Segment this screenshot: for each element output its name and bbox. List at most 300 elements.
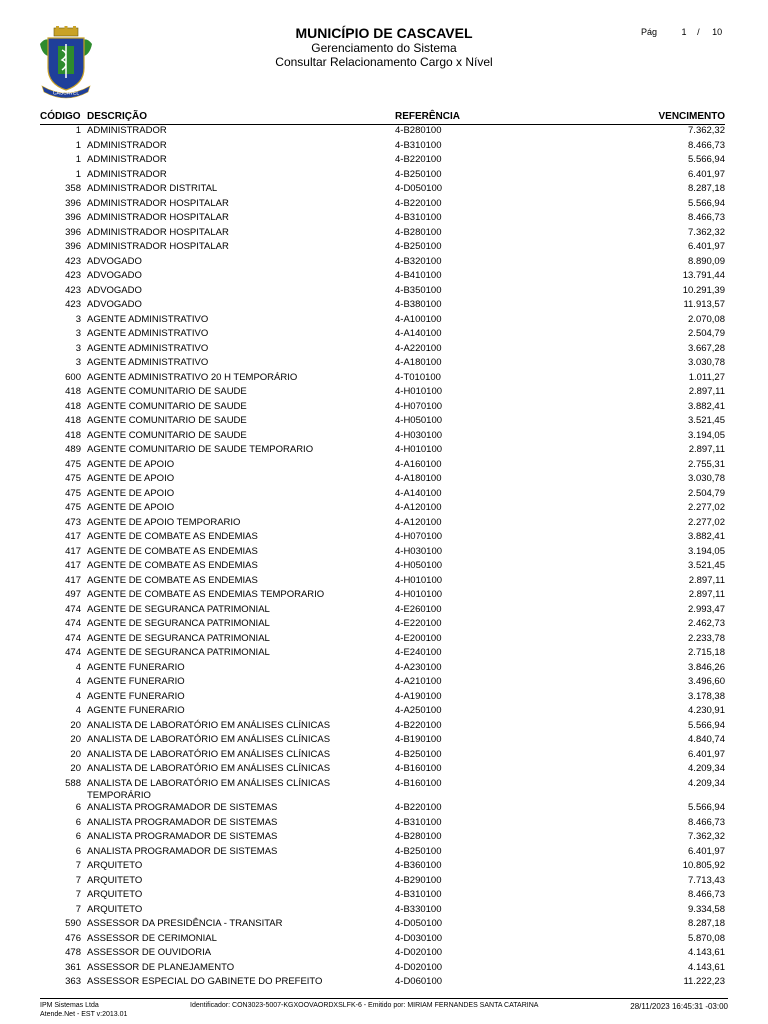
page-total: 10 <box>712 27 723 37</box>
table-row <box>40 299 725 314</box>
cell-description: AGENTE DE COMBATE AS ENDEMIAS <box>87 560 258 571</box>
cell-salary: 2.897,11 <box>688 574 725 586</box>
cell-description: AGENTE ADMINISTRATIVO <box>87 328 209 339</box>
cell-reference: 4-B220100 <box>395 802 442 813</box>
cell-code: 7 <box>75 889 81 900</box>
cell-code: 497 <box>65 589 81 600</box>
cell-description: ANALISTA DE LABORATÓRIO EM ANÁLISES CLÍNICAS <box>87 734 331 745</box>
cell-salary: 4.143,61 <box>688 961 725 973</box>
cell-description: ANALISTA PROGRAMADOR DE SISTEMAS <box>87 802 278 813</box>
cell-description: ADMINISTRADOR <box>87 168 167 180</box>
cell-code: 6 <box>75 845 81 857</box>
cell-description: AGENTE COMUNITARIO DE SAUDE TEMPORARIO <box>87 444 314 455</box>
cell-description: ASSESSOR DE OUVIDORIA <box>87 947 212 958</box>
cell-reference: 4-E220100 <box>395 618 442 629</box>
cell-salary: 7.362,32 <box>688 831 725 842</box>
cell-code: 475 <box>65 458 81 470</box>
cell-reference: 4-D050100 <box>395 183 443 194</box>
table-row <box>40 831 725 846</box>
table-row <box>40 401 725 416</box>
table-row <box>40 633 725 648</box>
cell-description: ADMINISTRADOR DISTRITAL <box>87 183 218 194</box>
table-row <box>40 125 725 140</box>
table-row <box>40 212 725 227</box>
cell-salary: 8.890,09 <box>688 255 725 267</box>
cell-code: 4 <box>75 705 81 716</box>
cell-reference: 4-E200100 <box>395 632 442 644</box>
cell-description: ARQUITETO <box>87 903 143 915</box>
cell-reference: 4-B190100 <box>395 734 442 745</box>
cell-code: 6 <box>75 831 81 842</box>
cell-description: ADMINISTRADOR <box>87 139 167 151</box>
cell-reference: 4-B310100 <box>395 139 442 151</box>
cell-reference: 4-B360100 <box>395 860 442 871</box>
table-header <box>40 110 725 125</box>
table-row <box>40 140 725 155</box>
table-row <box>40 372 725 387</box>
cell-salary: 2.462,73 <box>688 618 725 629</box>
table-row <box>40 285 725 300</box>
cell-description: AGENTE DE COMBATE AS ENDEMIAS <box>87 574 258 586</box>
cell-description: ANALISTA DE LABORATÓRIO EM ANÁLISES CLÍNICAS TEMPORÁRIO <box>87 777 331 801</box>
cell-reference: 4-B280100 <box>395 831 442 842</box>
cell-reference: 4-B410100 <box>395 270 442 281</box>
cell-description: ADMINISTRADOR <box>87 154 167 165</box>
cell-code: 4 <box>75 676 81 687</box>
table-row <box>40 488 725 503</box>
cell-description: ADVOGADO <box>87 270 142 281</box>
cell-reference: 4-D060100 <box>395 976 443 987</box>
cell-salary: 7.713,43 <box>688 874 725 886</box>
cell-salary: 10.291,39 <box>682 284 725 296</box>
cell-salary: 2.504,79 <box>688 328 725 339</box>
cell-salary: 3.521,45 <box>688 560 725 571</box>
cell-salary: 5.566,94 <box>688 197 725 209</box>
cell-description: ASSESSOR ESPECIAL DO GABINETE DO PREFEITO <box>87 976 323 987</box>
table-row <box>40 976 725 991</box>
cell-salary: 3.667,28 <box>688 342 725 354</box>
cell-description: ADMINISTRADOR HOSPITALAR <box>87 226 229 238</box>
cell-reference: 4-B250100 <box>395 748 442 760</box>
cell-code: 473 <box>65 516 81 528</box>
cell-salary: 2.504,79 <box>688 487 725 499</box>
cell-code: 396 <box>65 226 81 238</box>
table-row <box>40 473 725 488</box>
table-row <box>40 517 725 532</box>
cell-description: AGENTE DE SEGURANCA PATRIMONIAL <box>87 603 270 615</box>
cell-reference: 4-H010100 <box>395 444 443 455</box>
cell-reference: 4-H050100 <box>395 415 443 426</box>
cell-reference: 4-B330100 <box>395 903 442 915</box>
cell-salary: 8.287,18 <box>688 918 725 929</box>
cell-reference: 4-B220100 <box>395 719 442 731</box>
col-desc-header: DESCRIÇÃO <box>87 111 148 122</box>
cell-description: ANALISTA PROGRAMADOR DE SISTEMAS <box>87 845 278 857</box>
table-row <box>40 430 725 445</box>
table-row <box>40 734 725 749</box>
cell-reference: 4-E260100 <box>395 603 442 615</box>
cell-description: AGENTE FUNERARIO <box>87 661 185 673</box>
cell-salary: 3.882,41 <box>688 400 725 412</box>
cell-salary: 5.870,08 <box>688 932 725 944</box>
cell-description: AGENTE ADMINISTRATIVO <box>87 342 209 354</box>
cell-reference: 4-H010100 <box>395 574 443 586</box>
cell-reference: 4-B250100 <box>395 168 442 180</box>
table-row <box>40 444 725 459</box>
cell-reference: 4-T010100 <box>395 371 441 383</box>
cell-code: 475 <box>65 473 81 484</box>
cell-salary: 2.755,31 <box>688 458 725 470</box>
cell-description: ASSESSOR DE CERIMONIAL <box>87 932 217 944</box>
cell-code: 418 <box>65 400 81 412</box>
cell-reference: 4-B280100 <box>395 226 442 238</box>
cell-salary: 11.222,23 <box>683 976 725 987</box>
cell-description: ANALISTA DE LABORATÓRIO EM ANÁLISES CLÍNICAS <box>87 719 331 731</box>
cell-description: ARQUITETO <box>87 874 143 886</box>
cell-reference: 4-B160100 <box>395 763 442 774</box>
cell-salary: 8.466,73 <box>688 139 725 151</box>
cell-description: AGENTE DE COMBATE AS ENDEMIAS <box>87 531 258 542</box>
cell-description: ANALISTA DE LABORATÓRIO EM ANÁLISES CLÍNICAS <box>87 748 331 760</box>
cell-salary: 11.913,57 <box>683 299 725 310</box>
cell-reference: 4-H070100 <box>395 400 443 412</box>
table-row <box>40 314 725 329</box>
table-row <box>40 846 725 861</box>
cell-reference: 4-A160100 <box>395 458 442 470</box>
cell-code: 7 <box>75 860 81 871</box>
cell-code: 474 <box>65 632 81 644</box>
cell-reference: 4-B350100 <box>395 284 442 296</box>
table-row <box>40 241 725 256</box>
cell-description: ANALISTA DE LABORATÓRIO EM ANÁLISES CLÍNICAS <box>87 763 331 774</box>
cell-description: ARQUITETO <box>87 889 143 900</box>
cell-reference: 4-H010100 <box>395 386 443 397</box>
cell-code: 1 <box>75 154 81 165</box>
cell-code: 475 <box>65 487 81 499</box>
cell-salary: 2.070,08 <box>688 313 725 325</box>
cell-code: 476 <box>65 932 81 944</box>
cell-reference: 4-A250100 <box>395 705 442 716</box>
cell-reference: 4-B310100 <box>395 212 442 223</box>
footer-version: Atende.Net - EST v:2013.01 <box>40 1011 128 1018</box>
cell-code: 1 <box>75 168 81 180</box>
page-label: Pág <box>641 27 658 37</box>
cell-code: 396 <box>65 212 81 223</box>
page-subtitle: Gerenciamento do Sistema <box>311 41 457 55</box>
cell-salary: 7.362,32 <box>688 125 725 136</box>
cell-reference: 4-B250100 <box>395 845 442 857</box>
cell-reference: 4-B310100 <box>395 816 442 828</box>
cell-salary: 3.178,38 <box>688 690 725 702</box>
footer-identifier: Identificador: CON3023-5007-KGXOOVAORDXSLFK-6 - Emitido por: MIRIAM FERNANDES SANTA CATARINA <box>190 1002 539 1009</box>
cell-salary: 3.846,26 <box>688 661 725 673</box>
cell-description: AGENTE COMUNITARIO DE SAUDE <box>87 415 247 426</box>
cell-salary: 2.897,11 <box>688 386 725 397</box>
cell-code: 417 <box>65 531 81 542</box>
cell-reference: 4-B250100 <box>395 241 442 252</box>
table-row <box>40 604 725 619</box>
table-row <box>40 676 725 691</box>
cell-code: 590 <box>65 918 81 929</box>
cell-code: 358 <box>65 183 81 194</box>
cell-reference: 4-B310100 <box>395 889 442 900</box>
cell-code: 418 <box>65 415 81 426</box>
cell-salary: 8.466,73 <box>688 889 725 900</box>
cell-reference: 4-B220100 <box>395 197 442 209</box>
cell-reference: 4-H010100 <box>395 589 443 600</box>
table-row <box>40 875 725 890</box>
cell-reference: 4-A180100 <box>395 473 442 484</box>
cell-code: 1 <box>75 125 81 136</box>
cell-reference: 4-H050100 <box>395 560 443 571</box>
table-row <box>40 817 725 832</box>
cell-reference: 4-A120100 <box>395 502 442 513</box>
table-row <box>40 962 725 977</box>
cell-salary: 8.287,18 <box>688 183 725 194</box>
cell-description: ANALISTA PROGRAMADOR DE SISTEMAS <box>87 831 278 842</box>
table-row <box>40 720 725 735</box>
table-row <box>40 860 725 875</box>
cell-description: AGENTE DE SEGURANCA PATRIMONIAL <box>87 618 270 629</box>
cell-description: AGENTE COMUNITARIO DE SAUDE <box>87 386 247 397</box>
cell-salary: 2.277,02 <box>688 516 725 528</box>
cell-salary: 2.233,78 <box>688 632 725 644</box>
cell-reference: 4-A140100 <box>395 487 442 499</box>
cell-reference: 4-B290100 <box>395 874 442 886</box>
cell-description: AGENTE FUNERARIO <box>87 690 185 702</box>
table-row <box>40 691 725 706</box>
cell-salary: 4.230,91 <box>688 705 725 716</box>
table-row <box>40 154 725 169</box>
table-row <box>40 459 725 474</box>
table-row <box>40 662 725 677</box>
cell-salary: 4.209,34 <box>688 777 725 789</box>
page-title: MUNICÍPIO DE CASCAVEL <box>295 25 473 41</box>
cell-salary: 6.401,97 <box>688 241 725 252</box>
cell-code: 417 <box>65 560 81 571</box>
cell-code: 396 <box>65 241 81 252</box>
cell-description: AGENTE DE APOIO <box>87 487 175 499</box>
table-row <box>40 328 725 343</box>
cell-salary: 1.011,27 <box>688 371 725 383</box>
cell-reference: 4-H030100 <box>395 545 443 557</box>
cell-code: 20 <box>70 763 81 774</box>
cell-description: AGENTE DE APOIO <box>87 473 175 484</box>
table-row <box>40 502 725 517</box>
table-row <box>40 889 725 904</box>
cell-salary: 2.897,11 <box>688 589 725 600</box>
table-row <box>40 270 725 285</box>
cell-salary: 8.466,73 <box>688 212 725 223</box>
cell-salary: 4.143,61 <box>688 947 725 958</box>
cell-salary: 9.334,58 <box>688 903 725 915</box>
table-row <box>40 227 725 242</box>
cell-salary: 3.030,78 <box>688 357 725 368</box>
cell-salary: 6.401,97 <box>688 748 725 760</box>
cell-salary: 2.993,47 <box>688 603 725 615</box>
cell-code: 3 <box>75 342 81 354</box>
page-indicator <box>641 27 722 37</box>
cell-code: 417 <box>65 574 81 586</box>
cell-description: ADMINISTRADOR HOSPITALAR <box>87 212 229 223</box>
cell-salary: 4.209,34 <box>688 763 725 774</box>
cell-reference: 4-B160100 <box>395 777 442 789</box>
cell-description: ADMINISTRADOR HOSPITALAR <box>87 241 229 252</box>
cell-code: 3 <box>75 313 81 325</box>
cell-code: 423 <box>65 255 81 267</box>
cell-code: 423 <box>65 299 81 310</box>
cell-reference: 4-H070100 <box>395 531 443 542</box>
cell-salary: 3.194,05 <box>688 545 725 557</box>
logo-text: CASCAVEL <box>52 90 80 97</box>
cell-code: 423 <box>65 284 81 296</box>
table-row <box>40 647 725 662</box>
cell-code: 7 <box>75 903 81 915</box>
cell-reference: 4-H030100 <box>395 429 443 441</box>
table-row <box>40 947 725 962</box>
cell-code: 600 <box>65 371 81 383</box>
table-row <box>40 589 725 604</box>
cell-salary: 5.566,94 <box>688 154 725 165</box>
cell-description: AGENTE DE SEGURANCA PATRIMONIAL <box>87 632 270 644</box>
page-separator: / <box>697 27 700 37</box>
cell-description: AGENTE DE SEGURANCA PATRIMONIAL <box>87 647 270 658</box>
cell-reference: 4-D020100 <box>395 947 443 958</box>
cell-description: ASSESSOR DE PLANEJAMENTO <box>87 961 235 973</box>
cell-salary: 3.521,45 <box>688 415 725 426</box>
table-row <box>40 386 725 401</box>
cell-code: 20 <box>70 748 81 760</box>
cell-code: 478 <box>65 947 81 958</box>
cell-salary: 8.466,73 <box>688 816 725 828</box>
cell-salary: 10.805,92 <box>682 860 725 871</box>
cell-description: ADMINISTRADOR <box>87 125 167 136</box>
table-row <box>40 705 725 720</box>
cell-code: 7 <box>75 874 81 886</box>
cell-code: 3 <box>75 357 81 368</box>
cell-reference: 4-B320100 <box>395 255 442 267</box>
cell-reference: 4-A180100 <box>395 357 442 368</box>
cell-reference: 4-A140100 <box>395 328 442 339</box>
cell-description: AGENTE DE APOIO <box>87 502 175 513</box>
cell-reference: 4-A230100 <box>395 661 442 673</box>
cell-description: AGENTE FUNERARIO <box>87 676 185 687</box>
table-row <box>40 531 725 546</box>
cell-code: 4 <box>75 661 81 673</box>
cell-reference: 4-A190100 <box>395 690 442 702</box>
cell-code: 417 <box>65 545 81 557</box>
cell-description: AGENTE ADMINISTRATIVO 20 H TEMPORÁRIO <box>87 371 298 383</box>
cell-description: AGENTE ADMINISTRATIVO <box>87 313 209 325</box>
table-row <box>40 560 725 575</box>
cell-code: 363 <box>65 976 81 987</box>
cell-description: AGENTE DE APOIO TEMPORARIO <box>87 516 241 528</box>
cell-reference: 4-D020100 <box>395 961 443 973</box>
cell-code: 474 <box>65 618 81 629</box>
cell-salary: 2.715,18 <box>688 647 725 658</box>
cell-code: 418 <box>65 429 81 441</box>
cell-code: 474 <box>65 647 81 658</box>
cell-reference: 4-A120100 <box>395 516 442 528</box>
cell-code: 4 <box>75 690 81 702</box>
footer-company: IPM Sistemas Ltda <box>40 1002 99 1009</box>
report-title: Consultar Relacionamento Cargo x Nível <box>275 55 493 69</box>
cell-salary: 2.277,02 <box>688 502 725 513</box>
table-row <box>40 357 725 372</box>
table-row <box>40 415 725 430</box>
cell-description: ADVOGADO <box>87 284 142 296</box>
cell-code: 474 <box>65 603 81 615</box>
cell-code: 396 <box>65 197 81 209</box>
cell-description: ADVOGADO <box>87 299 142 310</box>
table-row <box>40 778 725 803</box>
cell-salary: 4.840,74 <box>688 734 725 745</box>
table-row <box>40 256 725 271</box>
cell-salary: 3.030,78 <box>688 473 725 484</box>
cell-description: AGENTE FUNERARIO <box>87 705 185 716</box>
cell-reference: 4-A220100 <box>395 342 442 354</box>
table-body <box>40 125 725 991</box>
col-ref-header: REFERÊNCIA <box>395 111 461 122</box>
cell-description: AGENTE COMUNITARIO DE SAUDE <box>87 429 247 441</box>
table-row <box>40 575 725 590</box>
cell-description: ANALISTA PROGRAMADOR DE SISTEMAS <box>87 816 278 828</box>
table-row <box>40 904 725 919</box>
cell-reference: 4-B220100 <box>395 154 442 165</box>
cell-description: ADMINISTRADOR HOSPITALAR <box>87 197 229 209</box>
cell-reference: 4-B380100 <box>395 299 442 310</box>
cell-description: ASSESSOR DA PRESIDÊNCIA - TRANSITAR <box>87 918 283 929</box>
cell-description: AGENTE COMUNITARIO DE SAUDE <box>87 400 247 412</box>
footer-timestamp: 28/11/2023 16:45:31 -03:00 <box>630 1002 728 1011</box>
cell-description: AGENTE DE APOIO <box>87 458 175 470</box>
cell-reference: 4-A210100 <box>395 676 442 687</box>
cell-salary: 5.566,94 <box>688 802 725 813</box>
table-row <box>40 169 725 184</box>
cell-code: 6 <box>75 802 81 813</box>
cell-code: 423 <box>65 270 81 281</box>
cell-salary: 3.496,60 <box>688 676 725 687</box>
cell-code: 20 <box>70 719 81 731</box>
cell-salary: 2.897,11 <box>688 444 725 455</box>
cell-reference: 4-E240100 <box>395 647 442 658</box>
cell-reference: 4-D050100 <box>395 918 443 929</box>
table-row <box>40 749 725 764</box>
cell-salary: 3.882,41 <box>688 531 725 542</box>
cell-salary: 3.194,05 <box>688 429 725 441</box>
cell-description: AGENTE DE COMBATE AS ENDEMIAS TEMPORARIO <box>87 589 325 600</box>
cell-reference: 4-A100100 <box>395 313 442 325</box>
cell-code: 3 <box>75 328 81 339</box>
col-venc-header: VENCIMENTO <box>658 111 725 122</box>
table-row <box>40 546 725 561</box>
table-row <box>40 343 725 358</box>
cell-description: ADVOGADO <box>87 255 142 267</box>
cell-description: AGENTE ADMINISTRATIVO <box>87 357 209 368</box>
table-row <box>40 918 725 933</box>
cell-salary: 6.401,97 <box>688 168 725 180</box>
table-row <box>40 763 725 778</box>
cell-code: 6 <box>75 816 81 828</box>
cell-code: 1 <box>75 139 81 151</box>
cell-salary: 5.566,94 <box>688 719 725 731</box>
cell-reference: 4-D030100 <box>395 932 443 944</box>
cell-code: 475 <box>65 502 81 513</box>
cell-salary: 13.791,44 <box>682 270 725 281</box>
cell-code: 418 <box>65 386 81 397</box>
table-row <box>40 933 725 948</box>
cell-description: AGENTE DE COMBATE AS ENDEMIAS <box>87 545 258 557</box>
